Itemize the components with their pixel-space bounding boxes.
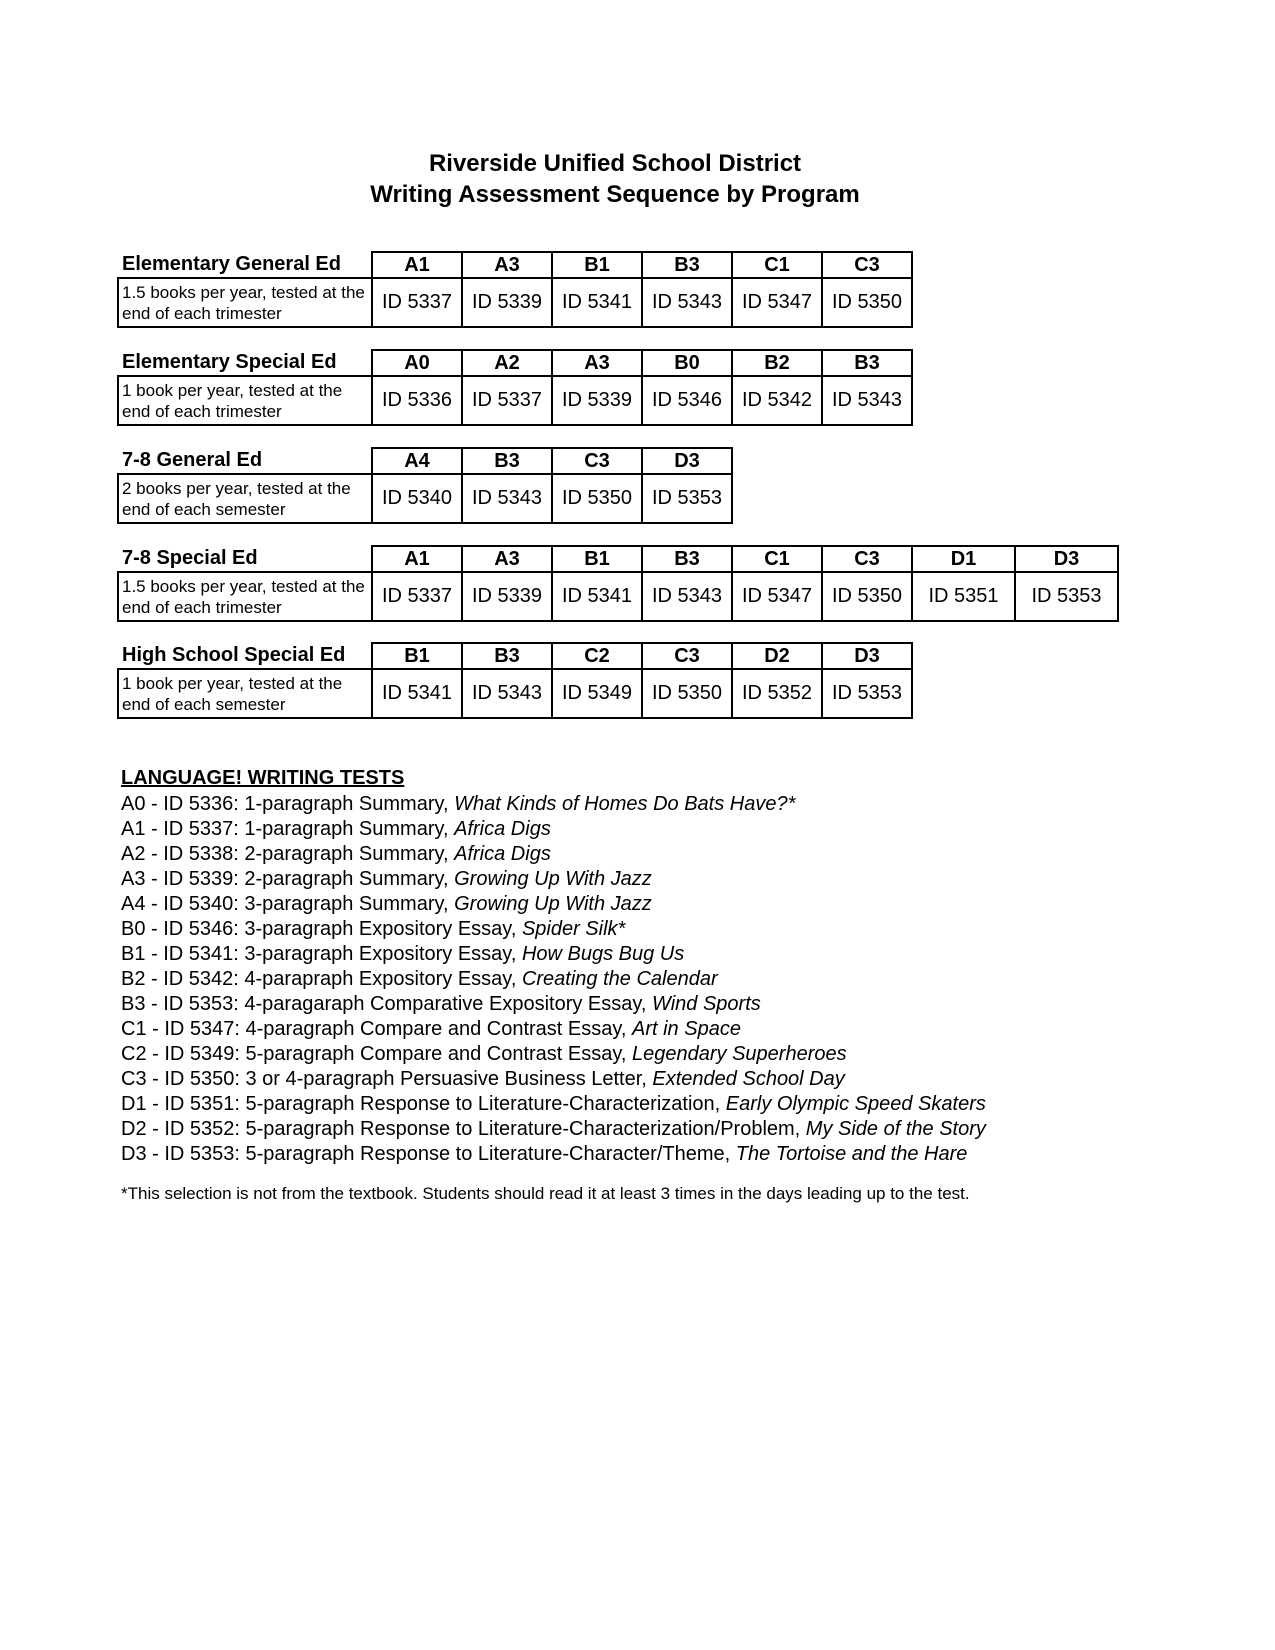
assessment-code: C1 xyxy=(732,252,822,278)
writing-tests-heading: LANGUAGE! WRITING TESTS xyxy=(121,767,405,789)
assessment-code: B3 xyxy=(642,546,732,572)
assessment-code: D1 xyxy=(912,546,1015,572)
writing-test-item xyxy=(121,1142,986,1167)
assessment-code: D3 xyxy=(1015,546,1118,572)
assessment-code: B3 xyxy=(642,252,732,278)
assessment-code: B3 xyxy=(822,350,912,376)
writing-test-title: Africa Digs xyxy=(454,818,551,840)
assessment-code: B1 xyxy=(372,643,462,669)
assessment-code: C3 xyxy=(822,546,912,572)
assessment-id: ID 5339 xyxy=(462,572,552,621)
writing-tests-list xyxy=(121,792,986,1167)
writing-test-description: A2 - ID 5338: 2-paragraph Summary, xyxy=(121,843,455,865)
assessment-code: D3 xyxy=(822,643,912,669)
writing-test-item xyxy=(121,817,986,842)
assessment-id: ID 5343 xyxy=(642,572,732,621)
program-table xyxy=(117,447,733,524)
writing-test-title: Wind Sports xyxy=(652,993,761,1015)
writing-test-item xyxy=(121,992,986,1017)
assessment-code: B2 xyxy=(732,350,822,376)
assessment-code: A3 xyxy=(462,546,552,572)
assessment-id: ID 5336 xyxy=(372,376,462,425)
program-description: 1 book per year, tested at the end of each semester xyxy=(118,669,372,718)
program-table xyxy=(117,349,913,426)
program-table xyxy=(117,642,913,719)
writing-test-description: A4 - ID 5340: 3-paragraph Summary, xyxy=(121,893,455,915)
writing-test-title: Early Olympic Speed Skaters xyxy=(725,1093,986,1115)
footnote: *This selection is not from the textbook. Students should read it at least 3 times in the days leading up to the test. xyxy=(121,1184,970,1203)
assessment-id: ID 5337 xyxy=(372,572,462,621)
assessment-id: ID 5351 xyxy=(912,572,1015,621)
writing-test-item xyxy=(121,1067,986,1092)
writing-test-item xyxy=(121,1042,986,1067)
writing-test-description: A3 - ID 5339: 2-paragraph Summary, xyxy=(121,868,455,890)
assessment-id: ID 5337 xyxy=(372,278,462,327)
writing-test-title: How Bugs Bug Us xyxy=(521,943,685,965)
writing-test-description: A0 - ID 5336: 1-paragraph Summary, xyxy=(121,793,455,815)
writing-test-title: Growing Up With Jazz xyxy=(454,893,652,915)
program-header-row xyxy=(118,643,912,669)
writing-test-title: Legendary Superheroes xyxy=(632,1043,847,1065)
writing-test-description: B3 - ID 5353: 4-paragaraph Comparative Expository Essay, xyxy=(121,993,652,1015)
assessment-id: ID 5350 xyxy=(822,572,912,621)
program-id-row xyxy=(118,572,1118,621)
program-description: 2 books per year, tested at the end of each semester xyxy=(118,474,372,523)
program-name: Elementary Special Ed xyxy=(122,351,337,373)
assessment-id: ID 5350 xyxy=(642,669,732,718)
writing-test-description: D1 - ID 5351: 5-paragraph Response to Literature-Characterization, xyxy=(121,1093,726,1115)
assessment-code: C3 xyxy=(822,252,912,278)
program-header-row xyxy=(118,546,1118,572)
writing-test-description: B2 - ID 5342: 4-parapraph Expository Essay, xyxy=(121,968,522,990)
writing-test-item xyxy=(121,1117,986,1142)
program-description: 1.5 books per year, tested at the end of each trimester xyxy=(118,278,372,327)
program-description: 1.5 books per year, tested at the end of each trimester xyxy=(118,572,372,621)
assessment-id: ID 5346 xyxy=(642,376,732,425)
program-id-row xyxy=(118,278,912,327)
writing-test-item xyxy=(121,1092,986,1117)
writing-test-description: C2 - ID 5349: 5-paragraph Compare and Contrast Essay, xyxy=(121,1043,632,1065)
program-table xyxy=(117,251,913,328)
assessment-id: ID 5340 xyxy=(372,474,462,523)
writing-test-title: Spider Silk* xyxy=(521,918,626,940)
writing-test-description: B1 - ID 5341: 3-paragraph Expository Essay, xyxy=(121,943,522,965)
assessment-code: C3 xyxy=(552,448,642,474)
assessment-code: A2 xyxy=(462,350,552,376)
assessment-code: A3 xyxy=(552,350,642,376)
writing-test-description: C1 - ID 5347: 4-paragraph Compare and Contrast Essay, xyxy=(121,1018,632,1040)
assessment-id: ID 5347 xyxy=(732,278,822,327)
assessment-code: B3 xyxy=(462,448,552,474)
document-title: Riverside Unified School District xyxy=(428,150,802,177)
program-header-row xyxy=(118,448,732,474)
assessment-id: ID 5337 xyxy=(462,376,552,425)
program-description: 1 book per year, tested at the end of each trimester xyxy=(118,376,372,425)
assessment-code: B0 xyxy=(642,350,732,376)
writing-test-item xyxy=(121,842,986,867)
writing-test-title: My Side of the Story xyxy=(805,1118,986,1140)
writing-test-title: Growing Up With Jazz xyxy=(454,868,652,890)
assessment-id: ID 5352 xyxy=(732,669,822,718)
writing-test-title: The Tortoise and the Hare xyxy=(735,1143,968,1165)
assessment-id: ID 5347 xyxy=(732,572,822,621)
writing-test-item xyxy=(121,792,986,817)
writing-test-item xyxy=(121,1017,986,1042)
assessment-id: ID 5339 xyxy=(462,278,552,327)
assessment-code: C1 xyxy=(732,546,822,572)
document-subtitle: Writing Assessment Sequence by Program xyxy=(370,181,860,208)
assessment-code: A0 xyxy=(372,350,462,376)
program-name: Elementary General Ed xyxy=(122,253,341,275)
assessment-id: ID 5342 xyxy=(732,376,822,425)
writing-test-title: Art in Space xyxy=(632,1018,741,1040)
writing-test-item xyxy=(121,917,986,942)
assessment-code: A1 xyxy=(372,546,462,572)
program-table xyxy=(117,545,1119,622)
assessment-id: ID 5341 xyxy=(552,278,642,327)
assessment-id: ID 5350 xyxy=(822,278,912,327)
assessment-code: D2 xyxy=(732,643,822,669)
writing-test-title: Creating the Calendar xyxy=(521,968,718,990)
writing-test-description: D2 - ID 5352: 5-paragraph Response to Literature-Characterization/Problem, xyxy=(121,1118,806,1140)
program-name: High School Special Ed xyxy=(122,644,346,666)
assessment-code: B1 xyxy=(552,252,642,278)
assessment-id: ID 5343 xyxy=(822,376,912,425)
assessment-id: ID 5341 xyxy=(552,572,642,621)
writing-test-item xyxy=(121,892,986,917)
program-id-row xyxy=(118,669,912,718)
assessment-id: ID 5353 xyxy=(642,474,732,523)
writing-test-description: C3 - ID 5350: 3 or 4-paragraph Persuasive Business Letter, xyxy=(121,1068,653,1090)
program-name: 7-8 Special Ed xyxy=(122,547,258,569)
writing-test-title: Extended School Day xyxy=(652,1068,845,1090)
assessment-id: ID 5353 xyxy=(1015,572,1118,621)
assessment-id: ID 5343 xyxy=(462,669,552,718)
assessment-id: ID 5343 xyxy=(462,474,552,523)
writing-test-item xyxy=(121,967,986,992)
assessment-code: C2 xyxy=(552,643,642,669)
program-header-row xyxy=(118,350,912,376)
writing-test-title: What Kinds of Homes Do Bats Have?* xyxy=(454,793,796,815)
writing-test-description: B0 - ID 5346: 3-paragraph Expository Essay, xyxy=(121,918,522,940)
assessment-code: A4 xyxy=(372,448,462,474)
assessment-code: B1 xyxy=(552,546,642,572)
assessment-code: D3 xyxy=(642,448,732,474)
program-header-row xyxy=(118,252,912,278)
assessment-id: ID 5341 xyxy=(372,669,462,718)
program-name: 7-8 General Ed xyxy=(122,449,263,471)
assessment-code: A3 xyxy=(462,252,552,278)
assessment-id: ID 5343 xyxy=(642,278,732,327)
assessment-id: ID 5350 xyxy=(552,474,642,523)
assessment-code: B3 xyxy=(462,643,552,669)
writing-test-description: D3 - ID 5353: 5-paragraph Response to Literature-Character/Theme, xyxy=(121,1143,736,1165)
writing-test-item xyxy=(121,867,986,892)
assessment-id: ID 5349 xyxy=(552,669,642,718)
writing-test-description: A1 - ID 5337: 1-paragraph Summary, xyxy=(121,818,455,840)
assessment-code: C3 xyxy=(642,643,732,669)
assessment-code: A1 xyxy=(372,252,462,278)
writing-test-item xyxy=(121,942,986,967)
assessment-id: ID 5339 xyxy=(552,376,642,425)
program-id-row xyxy=(118,376,912,425)
writing-test-title: Africa Digs xyxy=(454,843,551,865)
program-id-row xyxy=(118,474,732,523)
assessment-id: ID 5353 xyxy=(822,669,912,718)
